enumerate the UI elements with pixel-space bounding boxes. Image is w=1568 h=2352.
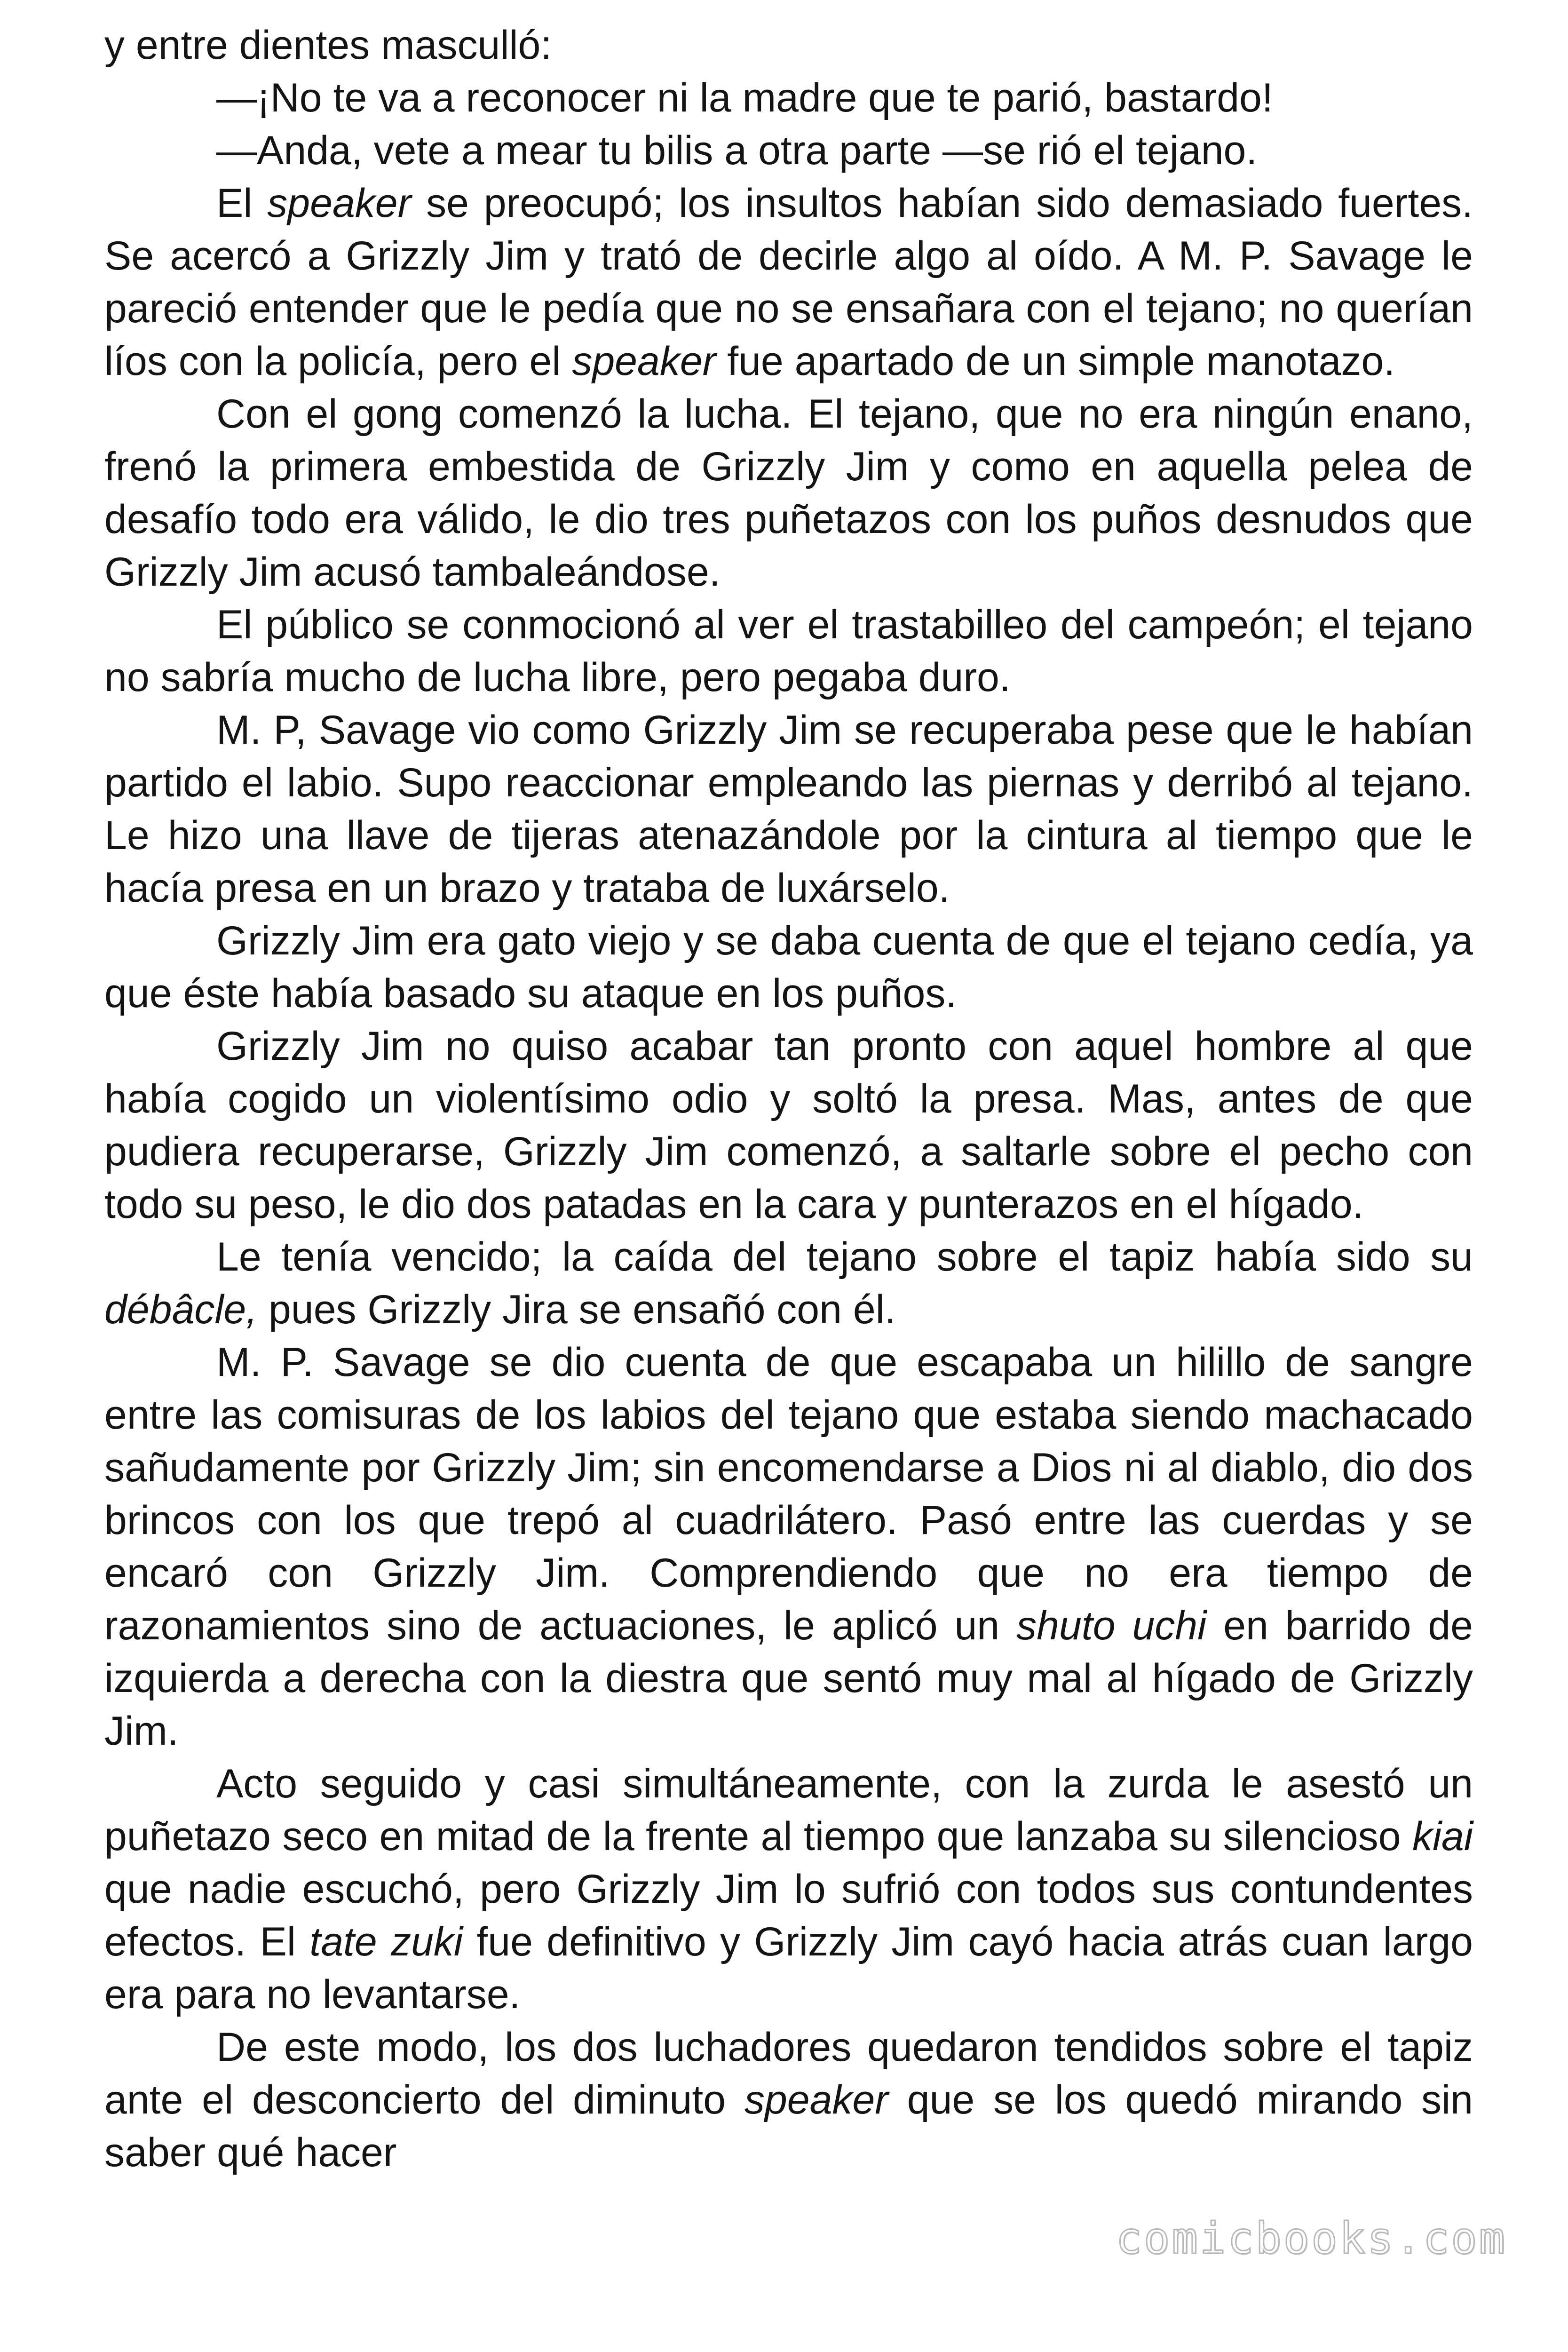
italic-term: speaker — [744, 2077, 888, 2122]
text-segment: y entre dientes masculló: — [104, 23, 552, 68]
paragraph — [104, 72, 1473, 124]
text-segment: pues Grizzly Jira se ensañó con él. — [257, 1287, 896, 1332]
text-segment: Grizzly Jim era gato viejo y se daba cuenta de que el tejano cedía, ya que éste había basado su ataque en los puños. — [104, 918, 1473, 1016]
paragraph — [104, 124, 1473, 177]
italic-term: tate zuki — [309, 1919, 463, 1964]
paragraph — [104, 19, 1473, 72]
text-segment: —Anda, vete a mear tu bilis a otra parte —se rió el tejano. — [216, 128, 1258, 173]
text-segment: en barrido de izquierda a derecha con la diestra que sentó muy mal al hígado de Grizzly Jim. — [104, 1603, 1473, 1754]
paragraph — [104, 1757, 1473, 2021]
text-segment: fue definitivo y Grizzly Jim cayó hacia atrás cuan largo era para no levantarse. — [104, 1919, 1473, 2017]
italic-term: kiai — [1412, 1814, 1473, 1859]
body-text — [104, 19, 1473, 2179]
paragraph — [104, 2021, 1473, 2179]
paragraph — [104, 1336, 1473, 1757]
paragraph — [104, 1231, 1473, 1336]
italic-term: débâcle, — [104, 1287, 258, 1332]
text-segment: Grizzly Jim no quiso acabar tan pronto con aquel hombre al que había cogido un violentísimo odio y soltó la presa. Mas, antes de que pudiera recuperarse, Grizzly Jim comenzó, a saltarle sobre el pecho con todo su peso, le dio dos patadas en la cara y punterazos en el hígado. — [104, 1024, 1473, 1227]
text-segment: Acto seguido y casi simultáneamente, con la zurda le asestó un puñetazo seco en mitad de la frente al tiempo que lanzaba su silencioso — [104, 1761, 1473, 1859]
paragraph — [104, 704, 1473, 914]
paragraph — [104, 914, 1473, 1020]
paragraph — [104, 177, 1473, 388]
italic-term: speaker — [572, 339, 716, 384]
text-segment: se preocupó; los insultos habían sido demasiado fuertes. Se acercó a Grizzly Jim y trató de decirle algo al oído. A M. P. Savage le pareció entender que le pedía que no se ensañara con el tejano; no querían líos con la policía, pero el — [104, 181, 1473, 384]
text-segment: que nadie escuchó, pero Grizzly Jim lo sufrió con todos sus contundentes efectos. El — [104, 1867, 1473, 1964]
text-segment: Le tenía vencido; la caída del tejano sobre el tapiz había sido su — [216, 1234, 1473, 1279]
paragraph — [104, 1020, 1473, 1231]
text-segment: M. P. Savage se dio cuenta de que escapaba un hilillo de sangre entre las comisuras de los labios del tejano que estaba siendo machacado sañudamente por Grizzly Jim; sin encomendarse a Dios ni al diablo, dio dos brincos con los que trepó al cuadrilátero. Pasó entre las cuerdas y se encaró con Grizzly Jim. Comprendiendo que no era tiempo de razonamientos sino de actuaciones, le aplicó un — [104, 1340, 1473, 1648]
text-segment: —¡No te va a reconocer ni la madre que te parió, bastardo! — [216, 75, 1273, 120]
text-segment: M. P, Savage vio como Grizzly Jim se recuperaba pese que le habían partido el labio. Supo reaccionar empleando las piernas y derribó al tejano. Le hizo una llave de tijeras atenazándole por la cintura al tiempo que le hacía presa en un brazo y trataba de luxárselo. — [104, 707, 1473, 911]
text-segment: El público se conmocionó al ver el trastabilleo del campeón; el tejano no sabría mucho de lucha libre, pero pegaba duro. — [104, 602, 1473, 700]
paragraph — [104, 598, 1473, 704]
italic-term: speaker — [267, 181, 412, 226]
text-segment: El — [216, 181, 268, 226]
text-segment: fue apartado de un simple manotazo. — [716, 339, 1395, 384]
text-segment: De este modo, los dos luchadores quedaron tendidos sobre el tapiz ante el desconcierto del diminuto — [104, 2025, 1473, 2122]
paragraph — [104, 388, 1473, 598]
watermark-logo: comicbooks.com — [1116, 2213, 1507, 2264]
italic-term: shuto uchi — [1016, 1603, 1207, 1648]
text-segment: Con el gong comenzó la lucha. El tejano, que no era ningún enano, frenó la primera embestida de Grizzly Jim y como en aquella pelea de desafío todo era válido, le dio tres puñetazos con los puños desnudos que Grizzly Jim acusó tambaleándose. — [104, 391, 1473, 595]
document-page — [104, 19, 1473, 2179]
text-segment: que se los quedó mirando sin saber qué hacer — [104, 2077, 1473, 2175]
